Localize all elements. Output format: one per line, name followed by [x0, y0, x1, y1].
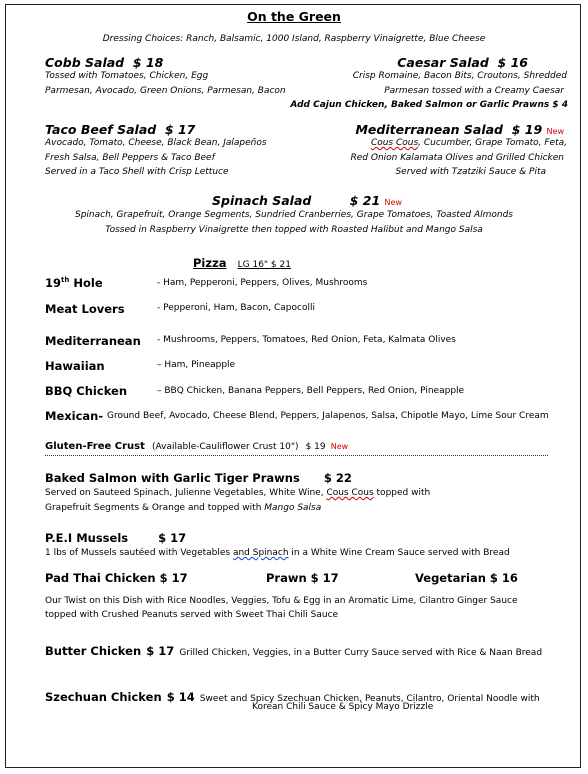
salmon-desc-1: Served on Sauteed Spinach, Julienne Vegetables, White Wine, Cous Cous topped with [45, 488, 431, 498]
med-salad-desc-3: Served with Tzatziki Sauce & Pita [395, 167, 546, 177]
salmon-desc-2: Grapefruit Segments & Orange and topped with Mango Salsa [45, 503, 322, 513]
pizza-name-meat-lovers: Meat Lovers [45, 302, 125, 316]
cobb-salad-desc-2: Parmesan, Avocado, Green Onions, Parmesan, Bacon [45, 86, 286, 96]
pizza-title: Pizza [193, 256, 227, 270]
pizza-name-mexican: Mexican- [45, 409, 104, 423]
taco-salad-price: $ 17 [164, 122, 196, 137]
mussels-title [45, 531, 186, 545]
pizza-desc-19th-hole: - Ham, Pepperoni, Peppers, Olives, Mushrooms [157, 278, 368, 288]
taco-salad-desc-3: Served in a Taco Shell with Crisp Lettuce [45, 167, 229, 177]
caesar-salad-name: Caesar Salad [397, 55, 489, 70]
med-salad-desc-2: Red Onion Kalamata Olives and Grilled Chicken [350, 153, 564, 163]
med-salad-price: $ 19 [511, 122, 543, 137]
pad-thai-desc-2: topped with Crushed Peanuts served with Sweet Thai Chili Sauce [45, 610, 339, 620]
szechuan-desc-1: Sweet and Spicy Szechuan Chicken, Peanuts, Cilantro, Oriental Noodle with [199, 694, 540, 704]
gluten-free-desc: (Available-Cauliflower Crust 10") [151, 442, 299, 452]
cobb-salad-name: Cobb Salad [45, 55, 125, 70]
dressing-choices: Dressing Choices: Ranch, Balsamic, 1000 Island, Raspberry Vinaigrette, Blue Cheese [102, 34, 486, 44]
pizza-size-price: LG 16" $ 21 [237, 260, 291, 270]
pizza-desc-mexican: Ground Beef, Avocado, Cheese Blend, Peppers, Jalapenos, Salsa, Chipotle Mayo, Lime Sour Cream [107, 411, 549, 421]
pizza-name-mediterranean: Mediterranean [45, 334, 141, 348]
pad-thai-chicken: Pad Thai Chicken $ 17 [45, 571, 188, 585]
pizza-name-hawaiian: Hawaiian [45, 359, 105, 373]
cobb-salad-desc-1: Tossed with Tomatoes, Chicken, Egg [45, 71, 209, 81]
pizza-heading [193, 252, 291, 271]
salmon-title [45, 471, 352, 485]
menu-title: On the Green [247, 9, 341, 24]
med-salad-desc-1: Cous Cous, Cucumber, Grape Tomato, Feta, [370, 138, 567, 148]
spinach-salad-name: Spinach Salad [212, 193, 312, 208]
gluten-free-price: $ 19 [305, 442, 326, 452]
pizza-desc-meat-lovers: - Pepperoni, Ham, Bacon, Capocolli [157, 303, 315, 313]
spinach-new-badge: New [384, 198, 402, 207]
med-salad-new-badge: New [546, 127, 564, 136]
gluten-free-name: Gluten-Free Crust [45, 441, 145, 452]
gluten-free-crust [45, 434, 348, 453]
cobb-salad-price: $ 18 [132, 55, 164, 70]
butter-chicken-name: Butter Chicken [45, 644, 142, 658]
szechuan-name: Szechuan Chicken [45, 690, 162, 704]
pad-thai-vegetarian: Vegetarian $ 16 [415, 571, 518, 585]
spinach-salad-desc-1: Spinach, Grapefruit, Orange Segments, Sundried Cranberries, Grape Tomatoes, Toasted Almonds [75, 210, 513, 220]
mussels-price: $ 17 [158, 531, 187, 545]
caesar-salad-desc-1: Crisp Romaine, Bacon Bits, Croutons, Shredded [352, 71, 567, 81]
pizza-name-bbq-chicken: BBQ Chicken [45, 384, 128, 398]
spinach-salad-desc-2: Tossed in Raspberry Vinaigrette then topped with Roasted Halibut and Mango Salsa [105, 225, 483, 235]
mussels-name: P.E.I Mussels [45, 531, 129, 545]
mussels-desc: 1 lbs of Mussels sautéed with Vegetables and Spinach in a White Wine Cream Sauce served with Bread [45, 548, 510, 558]
butter-chicken [45, 640, 542, 659]
caesar-salad-title [397, 55, 528, 70]
pizza-desc-bbq-chicken: – BBQ Chicken, Banana Peppers, Bell Peppers, Red Onion, Pineapple [157, 386, 465, 396]
section-divider [45, 455, 548, 456]
med-salad-title [355, 122, 564, 137]
szechuan-desc-2: Korean Chili Sauce & Spicy Mayo Drizzle [252, 702, 434, 712]
pad-thai-desc-1: Our Twist on this Dish with Rice Noodles, Veggies, Tofu & Egg in an Aromatic Lime, Cilantro Ginger Sauce [45, 596, 518, 606]
pizza-desc-mediterranean: - Mushrooms, Peppers, Tomatoes, Red Onion, Feta, Kalmata Olives [157, 335, 456, 345]
gluten-new-badge: New [330, 442, 349, 451]
taco-salad-name: Taco Beef Salad [45, 122, 157, 137]
caesar-salad-price: $ 16 [497, 55, 528, 70]
szechuan-price: $ 14 [166, 690, 195, 704]
salmon-price: $ 22 [323, 471, 352, 485]
taco-salad-title [45, 122, 195, 137]
pizza-name-19th-hole: 19th Hole [45, 276, 103, 290]
cous-cous-text: Cous Cous [370, 138, 419, 148]
med-salad-name: Mediterranean Salad [355, 122, 504, 137]
pizza-desc-hawaiian: – Ham, Pineapple [157, 360, 236, 370]
taco-salad-desc-1: Avocado, Tomato, Cheese, Black Bean, Jalapeños [45, 138, 267, 148]
salmon-name: Baked Salmon with Garlic Tiger Prawns [45, 471, 300, 485]
cobb-salad-title [45, 55, 163, 70]
spinach-salad-title [212, 193, 402, 208]
taco-salad-desc-2: Fresh Salsa, Bell Peppers & Taco Beef [45, 153, 215, 163]
butter-chicken-price: $ 17 [146, 644, 175, 658]
pad-thai-prawn: Prawn $ 17 [266, 571, 339, 585]
spinach-salad-price: $ 21 [349, 193, 381, 208]
caesar-salad-addons: Add Cajun Chicken, Baked Salmon or Garlic Prawns $ 4 [290, 100, 568, 110]
caesar-salad-desc-2: Parmesan tossed with a Creamy Caesar [384, 86, 564, 96]
butter-chicken-desc: Grilled Chicken, Veggies, in a Butter Curry Sauce served with Rice & Naan Bread [179, 648, 543, 658]
